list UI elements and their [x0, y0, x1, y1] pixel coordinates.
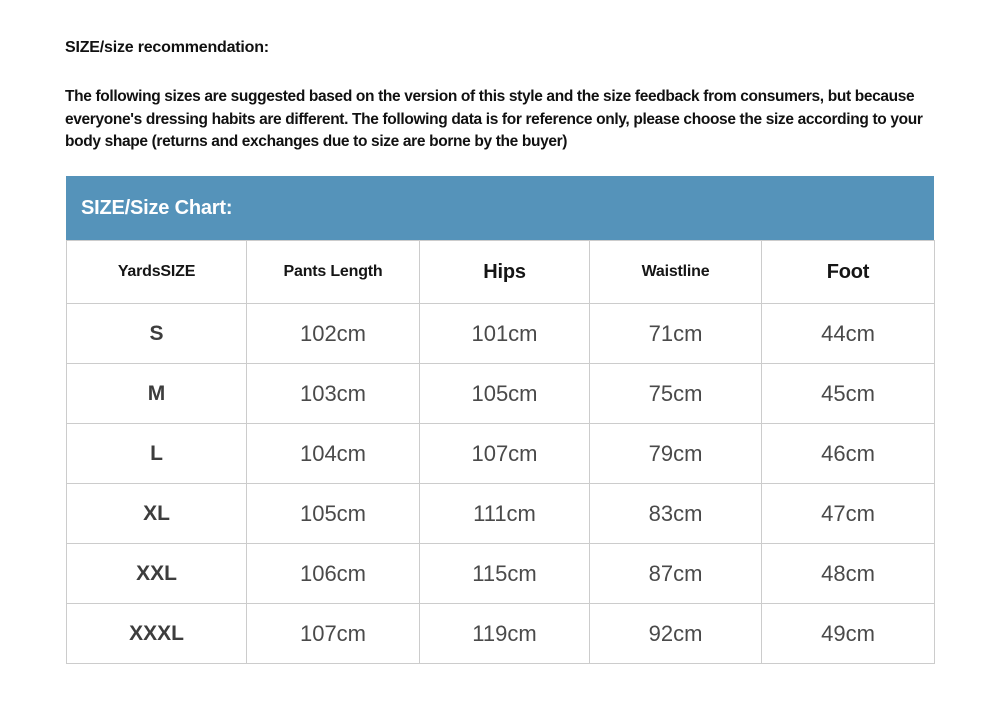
measurement-cell: 45cm [762, 364, 935, 424]
size-cell: XL [67, 484, 247, 544]
measurement-cell: 107cm [420, 424, 590, 484]
measurement-cell: 47cm [762, 484, 935, 544]
description-paragraph: The following sizes are suggested based on the version of this style and the size feedback from consumers, but because everyone's dressing habits are different. The following data is for reference only, please choose the size according to your body shape (returns and exchanges due to size are borne by the buyer) [65, 88, 923, 150]
measurement-cell: 71cm [590, 304, 762, 364]
column-header-waistline: Waistline [590, 241, 762, 304]
measurement-cell: 115cm [420, 544, 590, 604]
size-cell: M [67, 364, 247, 424]
measurement-cell: 106cm [247, 544, 420, 604]
size-chart-title: SIZE/Size Chart: [81, 196, 233, 219]
table-row [67, 424, 935, 484]
measurement-cell: 102cm [247, 304, 420, 364]
measurement-cell: 101cm [420, 304, 590, 364]
column-header-size: YardsSIZE [67, 241, 247, 304]
measurement-cell: 103cm [247, 364, 420, 424]
size-cell: S [67, 304, 247, 364]
column-header-foot: Foot [762, 241, 935, 304]
size-cell: L [67, 424, 247, 484]
measurement-cell: 46cm [762, 424, 935, 484]
measurement-cell: 119cm [420, 604, 590, 664]
table-row [67, 304, 935, 364]
measurement-cell: 79cm [590, 424, 762, 484]
table-row [67, 604, 935, 664]
size-chart [66, 176, 934, 664]
size-chart-table [66, 240, 935, 664]
table-row [67, 544, 935, 604]
measurement-cell: 44cm [762, 304, 935, 364]
table-row [67, 364, 935, 424]
table-row [67, 484, 935, 544]
measurement-cell: 111cm [420, 484, 590, 544]
measurement-cell: 105cm [420, 364, 590, 424]
size-cell: XXL [67, 544, 247, 604]
column-header-hips: Hips [420, 241, 590, 304]
measurement-cell: 104cm [247, 424, 420, 484]
size-cell: XXXL [67, 604, 247, 664]
measurement-cell: 92cm [590, 604, 762, 664]
measurement-cell: 87cm [590, 544, 762, 604]
measurement-cell: 83cm [590, 484, 762, 544]
header-row [67, 241, 935, 304]
measurement-cell: 105cm [247, 484, 420, 544]
measurement-cell: 107cm [247, 604, 420, 664]
page-title: SIZE/size recommendation: [65, 39, 269, 56]
measurement-cell: 48cm [762, 544, 935, 604]
measurement-cell: 49cm [762, 604, 935, 664]
size-chart-title-bar [66, 176, 934, 240]
column-header-pants-length: Pants Length [247, 241, 420, 304]
measurement-cell: 75cm [590, 364, 762, 424]
